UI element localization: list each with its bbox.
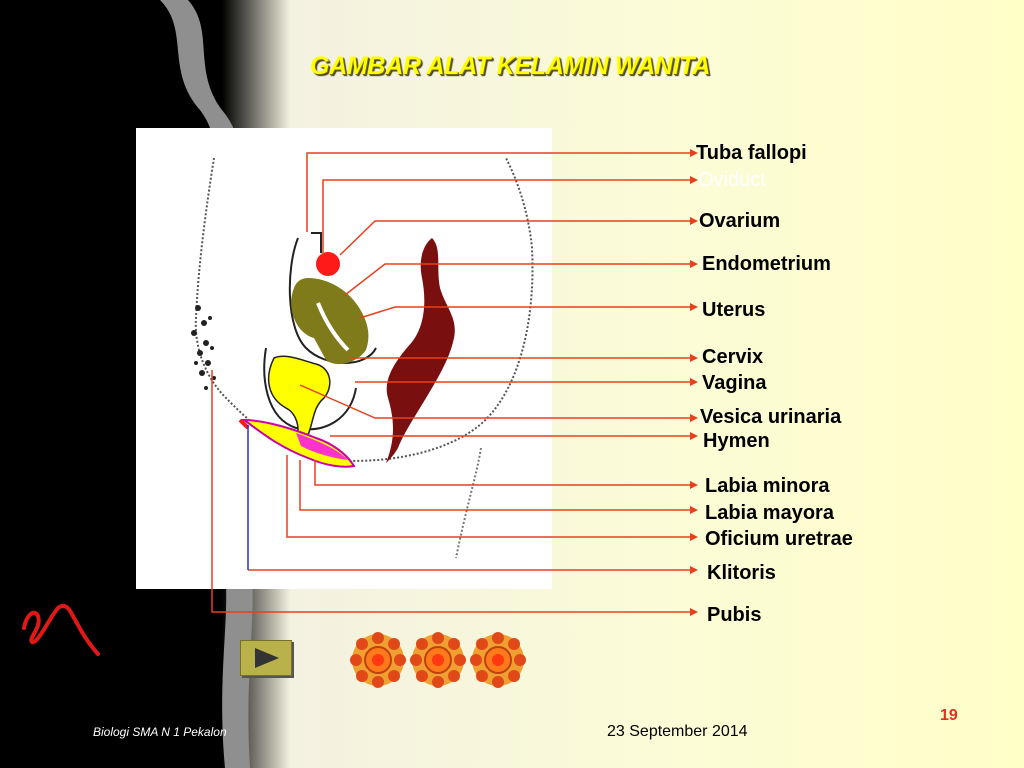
label-hymen: Hymen xyxy=(703,430,770,452)
slide-title: GAMBAR ALAT KELAMIN WANITA xyxy=(309,52,710,80)
label-pubis: Pubis xyxy=(707,604,762,626)
label-endometrium: Endometrium xyxy=(702,253,831,275)
flower-click-button-2[interactable] xyxy=(410,632,466,688)
footer-school: Biologi SMA N 1 Pekalon xyxy=(93,725,227,739)
label-labia-mayora: Labia mayora xyxy=(705,502,834,524)
footer-date: 23 September 2014 xyxy=(607,723,748,740)
label-vesica-urinaria: Vesica urinaria xyxy=(700,406,842,428)
label-ovarium: Ovarium xyxy=(699,210,781,232)
label-cervix: Cervix xyxy=(702,346,764,368)
label-klitoris: Klitoris xyxy=(707,562,776,584)
play-button[interactable] xyxy=(240,640,292,676)
flower-click-button-1[interactable] xyxy=(350,632,406,688)
play-icon xyxy=(241,641,291,675)
flower-click-button-3[interactable] xyxy=(470,632,526,688)
label-vagina: Vagina xyxy=(702,372,767,394)
label-labia-minora: Labia minora xyxy=(705,475,830,497)
flower-click-icon xyxy=(350,632,406,688)
flower-click-icon xyxy=(410,632,466,688)
label-oviduct: Oviduct xyxy=(698,169,766,191)
label-oficium-uretrae: Oficium uretrae xyxy=(705,528,853,550)
flower-click-icon xyxy=(470,632,526,688)
label-uterus: Uterus xyxy=(702,299,766,321)
page-number: 19 xyxy=(940,707,958,724)
label-tuba-fallopi: Tuba fallopi xyxy=(696,142,807,164)
